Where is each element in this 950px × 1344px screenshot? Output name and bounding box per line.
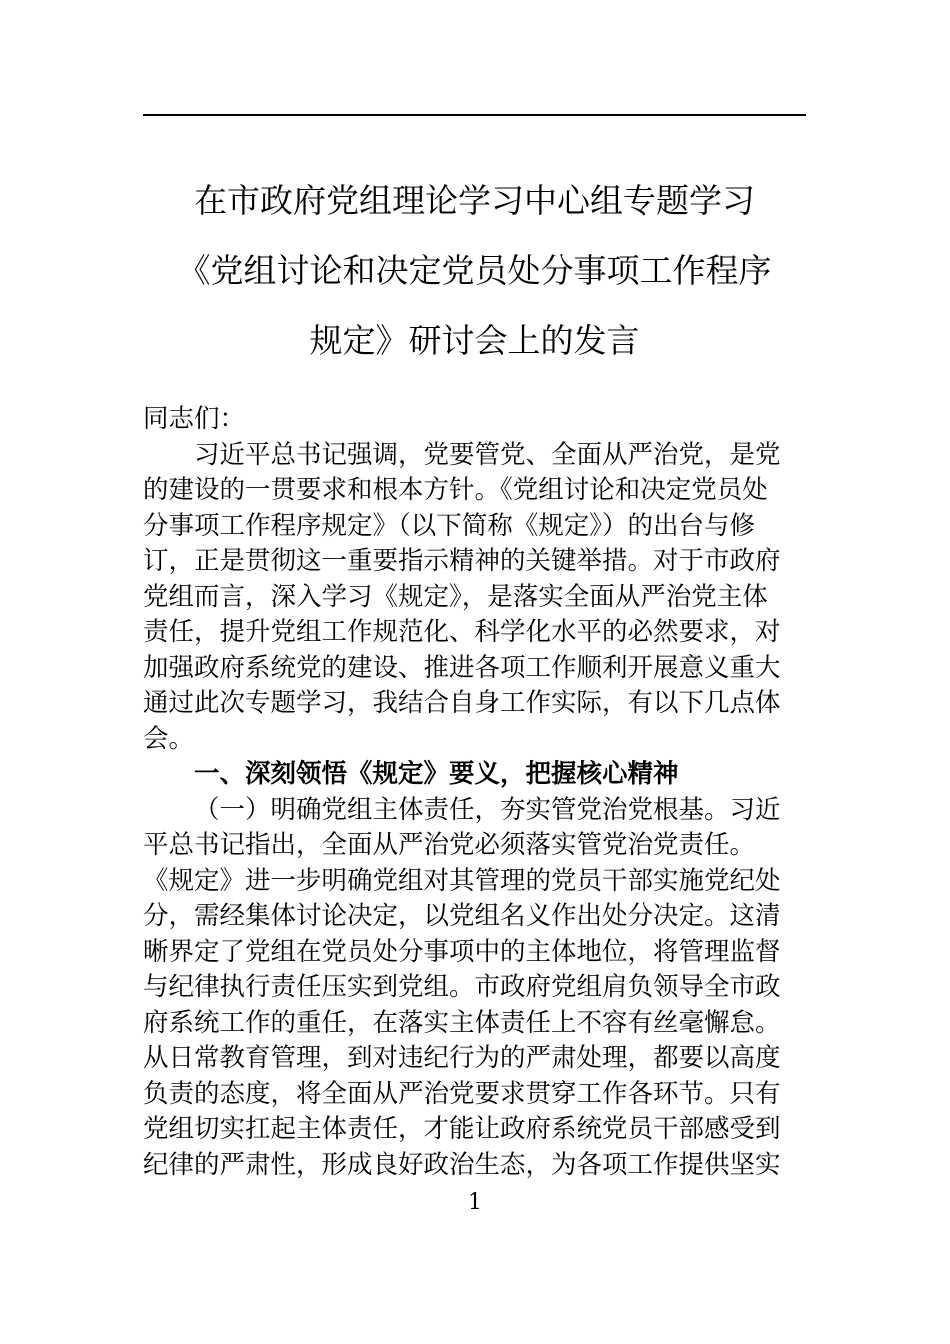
paragraph-line: 与纪律执行责任压实到党组。市政府党组肩负领导全市政 — [143, 972, 781, 1002]
paragraph-line: （一）明确党组主体责任，夯实管党治党根基。习近 — [194, 794, 781, 825]
paragraph-line: 党组切实扛起主体责任，才能让政府系统党员干部感受到 — [143, 1114, 781, 1144]
title-line: 在市政府党组理论学习中心组专题学习 — [194, 181, 755, 220]
paragraph-line: 通过此次专题学习，我结合自身工作实际，有以下几点体 — [143, 688, 781, 718]
section-heading: 一、深刻领悟《规定》要义，把握核心精神 — [194, 759, 679, 789]
page-number: 1 — [468, 1190, 482, 1215]
paragraph-line: 加强政府系统党的建设、推进各项工作顺利开展意义重大 — [143, 652, 781, 683]
paragraph-line: 分，需经集体讨论决定，以党组名义作出处分决定。这清 — [143, 901, 781, 931]
paragraph-line: 府系统工作的重任，在落实主体责任上不容有丝毫懈怠。 — [143, 1007, 781, 1038]
paragraph-line: 分事项工作程序规定》（以下简称《规定》）的出台与修 — [143, 510, 756, 541]
document-body — [143, 402, 808, 1183]
paragraph-line: 订，正是贯彻这一重要指示精神的关键举措。对于市政府 — [143, 546, 781, 576]
paragraph-line: 习近平总书记强调，党要管党、全面从严治党，是党 — [194, 439, 781, 470]
document-title — [143, 166, 806, 376]
title-line: 《党组讨论和决定党员处分事项工作程序 — [177, 251, 772, 290]
paragraph-line: 党组而言，深入学习《规定》，是落实全面从严治党主体 — [143, 581, 768, 612]
paragraph-line: 会。 — [143, 723, 195, 754]
paragraph-line: 平总书记指出，全面从严治党必须落实管党治党责任。 — [143, 830, 756, 860]
salutation: 同志们： — [143, 404, 246, 434]
paragraph-line: 的建设的一贯要求和根本方针。《党组讨论和决定党员处 — [143, 475, 768, 505]
title-line: 规定》研讨会上的发言 — [309, 321, 640, 360]
paragraph-line: 从日常教育管理，到对违纪行为的严肃处理，都要以高度 — [143, 1043, 781, 1073]
paragraph-line: 纪律的严肃性，形成良好政治生态，为各项工作提供坚实 — [143, 1149, 781, 1180]
paragraph-line: 负责的态度，将全面从严治党要求贯穿工作各环节。只有 — [143, 1078, 781, 1109]
header-rule — [143, 114, 806, 116]
paragraph-line: 《规定》进一步明确党组对其管理的党员干部实施党纪处 — [143, 865, 781, 896]
paragraph-line: 责任，提升党组工作规范化、科学化水平的必然要求，对 — [143, 617, 781, 647]
paragraph-line: 晰界定了党组在党员处分事项中的主体地位，将管理监督 — [143, 936, 781, 967]
